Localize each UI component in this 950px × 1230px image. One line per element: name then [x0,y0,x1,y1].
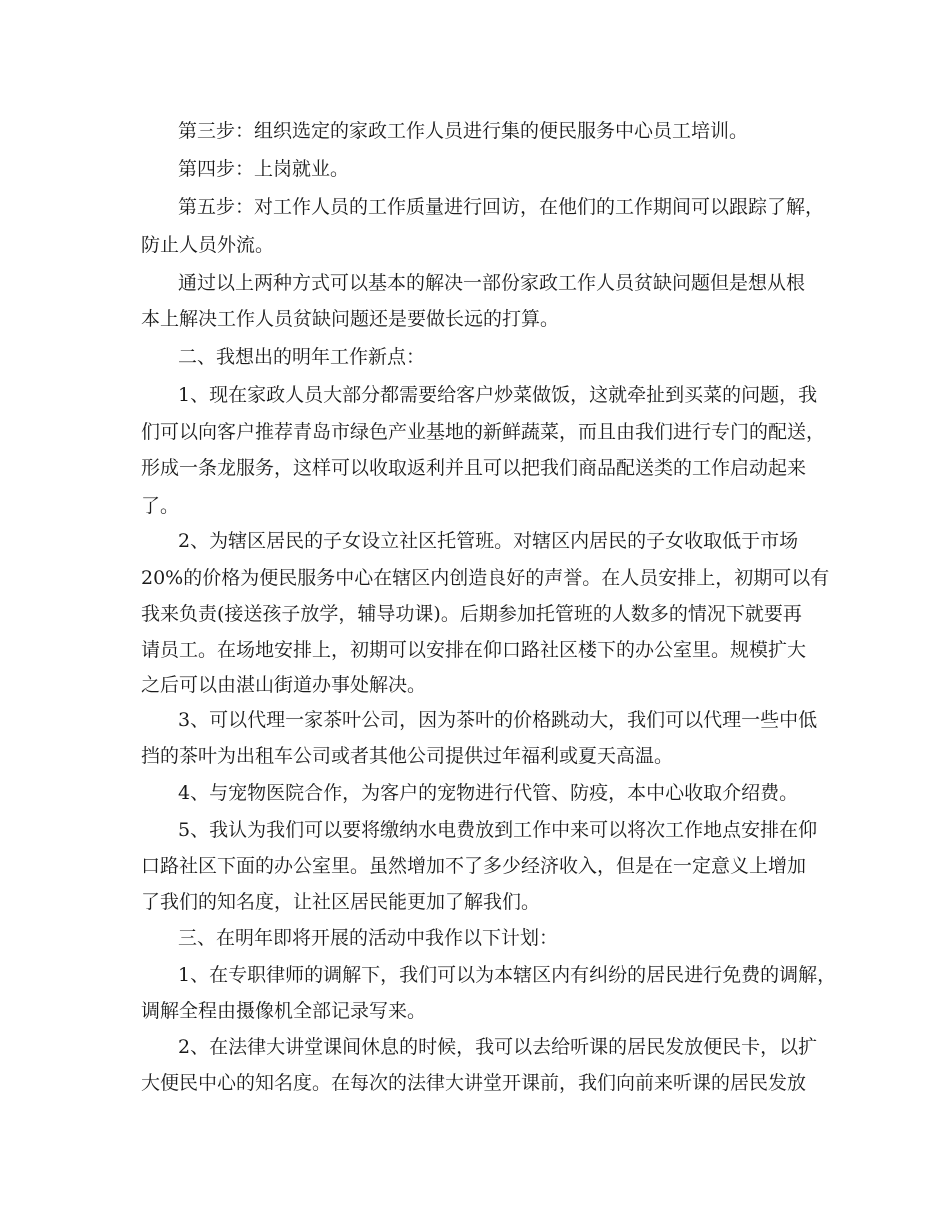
text-line: 5、我认为我们可以要将缴纳水电费放到工作中来可以将次工作地点安排在仰 [178,819,818,841]
text-line: 第五步：对工作人员的工作质量进行回访，在他们的工作期间可以跟踪了解， [178,196,825,218]
text-line: 请员工。在场地安排上，初期可以安排在仰口路社区楼下的办公室里。规模扩大 [141,639,807,661]
text-line: 口路社区下面的办公室里。虽然增加不了多少经济收入，但是在一定意义上增加 [141,855,807,877]
text-line: 挡的茶叶为出租车公司或者其他公司提供过年福利或夏天高温。 [141,745,674,767]
text-line: 了。 [141,495,180,517]
text-line: 2、在法律大讲堂课间休息的时候，我可以去给听课的居民发放便民卡，以扩 [178,1036,818,1058]
text-line: 4、与宠物医院合作，为客户的宠物进行代管、防疫，本中心收取介绍费。 [178,782,799,804]
text-line: 之后可以由湛山街道办事处解决。 [141,674,427,696]
text-line: 通过以上两种方式可以基本的解决一部份家政工作人员贫缺问题但是想从根 [178,272,806,294]
text-line: 调解全程由摄像机全部记录写来。 [141,1000,427,1022]
text-line: 2、为辖区居民的子女设立社区托管班。对辖区内居民的子女收取低于市场 [178,530,799,552]
text-line: 大便民中心的知名度。在每次的法律大讲堂开课前，我们向前来听课的居民发放 [141,1072,807,1094]
text-line: 三、在明年即将开展的活动中我作以下计划： [178,927,559,949]
text-line: 第三步：组织选定的家政工作人员进行集的便民服务中心员工培训。 [178,120,749,142]
text-line: 我来负责(接送孩子放学，辅导功课)。后期参加托管班的人数多的情况下就要再 [141,603,802,625]
text-line: 3、可以代理一家茶叶公司，因为茶叶的价格跳动大，我们可以代理一些中低 [178,709,818,731]
text-line: 二、我想出的明年工作新点： [178,346,426,368]
text-line: 1、现在家政人员大部分都需要给客户炒菜做饭，这就牵扯到买菜的问题，我 [178,384,818,406]
text-line: 防止人员外流。 [141,234,275,256]
text-line: 20%的价格为便民服务中心在辖区内创造良好的声誉。在人员安排上，初期可以有 [141,567,830,589]
text-line: 们可以向客户推荐青岛市绿色产业基地的新鲜蔬菜，而且由我们进行专门的配送， [141,421,826,443]
text-line: 第四步：上岗就业。 [178,158,350,180]
text-line: 1、在专职律师的调解下，我们可以为本辖区内有纠纷的居民进行免费的调解， [178,964,837,986]
text-line: 了我们的知名度，让社区居民能更加了解我们。 [141,891,541,913]
text-line: 本上解决工作人员贫缺问题还是要做长远的打算。 [141,308,560,330]
text-line: 形成一条龙服务，这样可以收取返利并且可以把我们商品配送类的工作启动起来 [141,457,807,479]
